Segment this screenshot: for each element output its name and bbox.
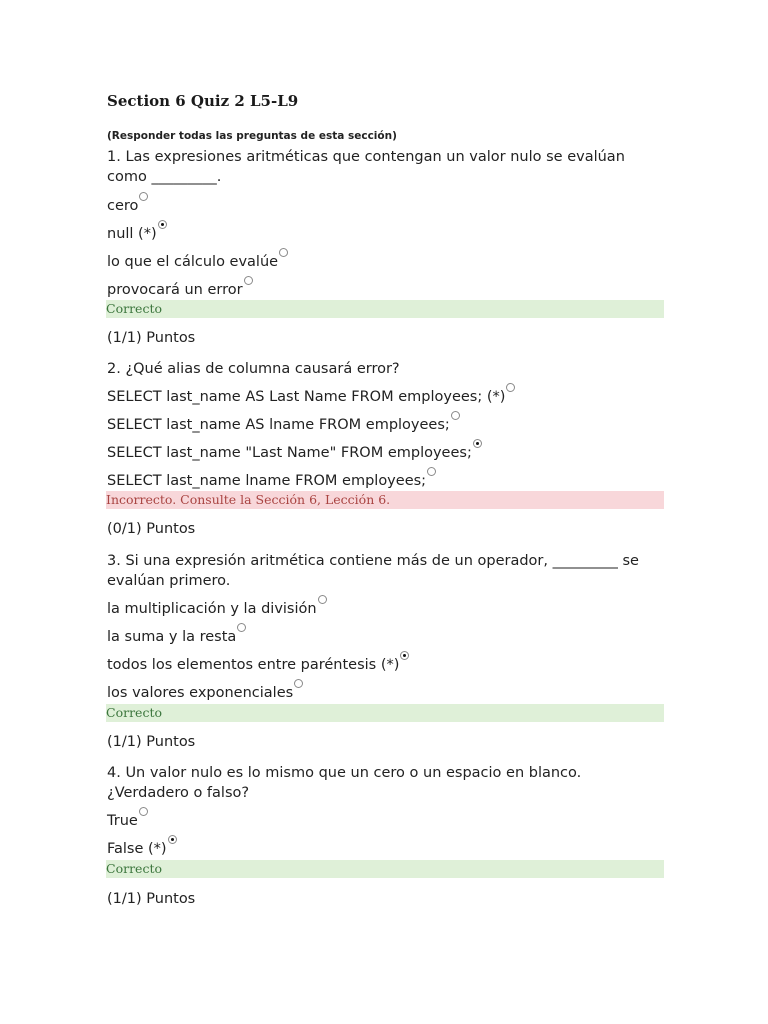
option-label: la suma y la resta <box>107 629 237 645</box>
radio-button-selected[interactable] <box>400 651 409 660</box>
question-4-option-1[interactable] <box>107 811 148 831</box>
radio-button-selected[interactable] <box>473 439 482 448</box>
question-2-text: 2. ¿Qué alias de columna causará error? <box>107 361 400 377</box>
page-title: Section 6 Quiz 2 L5-L9 <box>107 92 299 110</box>
question-1-feedback: Correcto <box>106 300 664 318</box>
option-label: SELECT last_name lname FROM employees; <box>107 473 427 489</box>
radio-button[interactable] <box>427 467 436 476</box>
question-4-feedback: Correcto <box>106 860 664 878</box>
radio-button[interactable] <box>139 807 148 816</box>
question-4-option-2[interactable] <box>107 839 177 859</box>
radio-button[interactable] <box>237 623 246 632</box>
question-3-option-1[interactable] <box>107 599 327 619</box>
question-1-option-3[interactable] <box>107 252 288 272</box>
question-2-option-2[interactable] <box>107 415 460 435</box>
question-1-text: 1. Las expresiones aritméticas que contengan un valor nulo se evalúan como _________. <box>107 149 625 185</box>
option-label: null (*) <box>107 226 157 242</box>
question-1-option-2[interactable] <box>107 224 167 244</box>
option-label: lo que el cálculo evalúe <box>107 254 279 270</box>
question-3-text: 3. Si una expresión aritmética contiene más de un operador, _________ se evalúan primero. <box>107 553 639 589</box>
question-2-points: (0/1) Puntos <box>107 521 196 537</box>
instructions: (Responder todas las preguntas de esta sección) <box>107 130 397 142</box>
radio-button[interactable] <box>279 248 288 257</box>
question-1-option-1[interactable] <box>107 196 148 216</box>
question-4-text: 4. Un valor nulo es lo mismo que un cero o un espacio en blanco. ¿Verdadero o falso? <box>107 765 582 801</box>
question-2-option-1[interactable] <box>107 387 515 407</box>
radio-button[interactable] <box>318 595 327 604</box>
question-4-points: (1/1) Puntos <box>107 891 196 907</box>
radio-button-selected[interactable] <box>168 835 177 844</box>
question-3-option-3[interactable] <box>107 655 409 675</box>
radio-button[interactable] <box>451 411 460 420</box>
question-1-points: (1/1) Puntos <box>107 330 196 346</box>
question-2-option-3[interactable] <box>107 443 482 463</box>
question-3-points: (1/1) Puntos <box>107 734 196 750</box>
question-3-feedback: Correcto <box>106 704 664 722</box>
option-label: la multiplicación y la división <box>107 601 317 617</box>
option-label: provocará un error <box>107 282 243 298</box>
radio-button[interactable] <box>244 276 253 285</box>
radio-button[interactable] <box>294 679 303 688</box>
option-label: True <box>107 813 138 829</box>
option-label: SELECT last_name AS lname FROM employees; <box>107 417 450 433</box>
question-1-option-4[interactable] <box>107 280 253 300</box>
question-3-option-4[interactable] <box>107 683 303 703</box>
question-2-feedback: Incorrecto. Consulte la Sección 6, Lección 6. <box>106 491 664 509</box>
option-label: los valores exponenciales <box>107 685 294 701</box>
radio-button[interactable] <box>139 192 148 201</box>
radio-button[interactable] <box>506 383 515 392</box>
question-2-option-4[interactable] <box>107 471 436 491</box>
option-label: todos los elementos entre paréntesis (*) <box>107 657 400 673</box>
option-label: SELECT last_name "Last Name" FROM employees; <box>107 445 472 461</box>
question-3-option-2[interactable] <box>107 627 246 647</box>
option-label: False (*) <box>107 841 167 857</box>
radio-button-selected[interactable] <box>158 220 167 229</box>
option-label: cero <box>107 198 139 214</box>
option-label: SELECT last_name AS Last Name FROM employees; (*) <box>107 389 506 405</box>
